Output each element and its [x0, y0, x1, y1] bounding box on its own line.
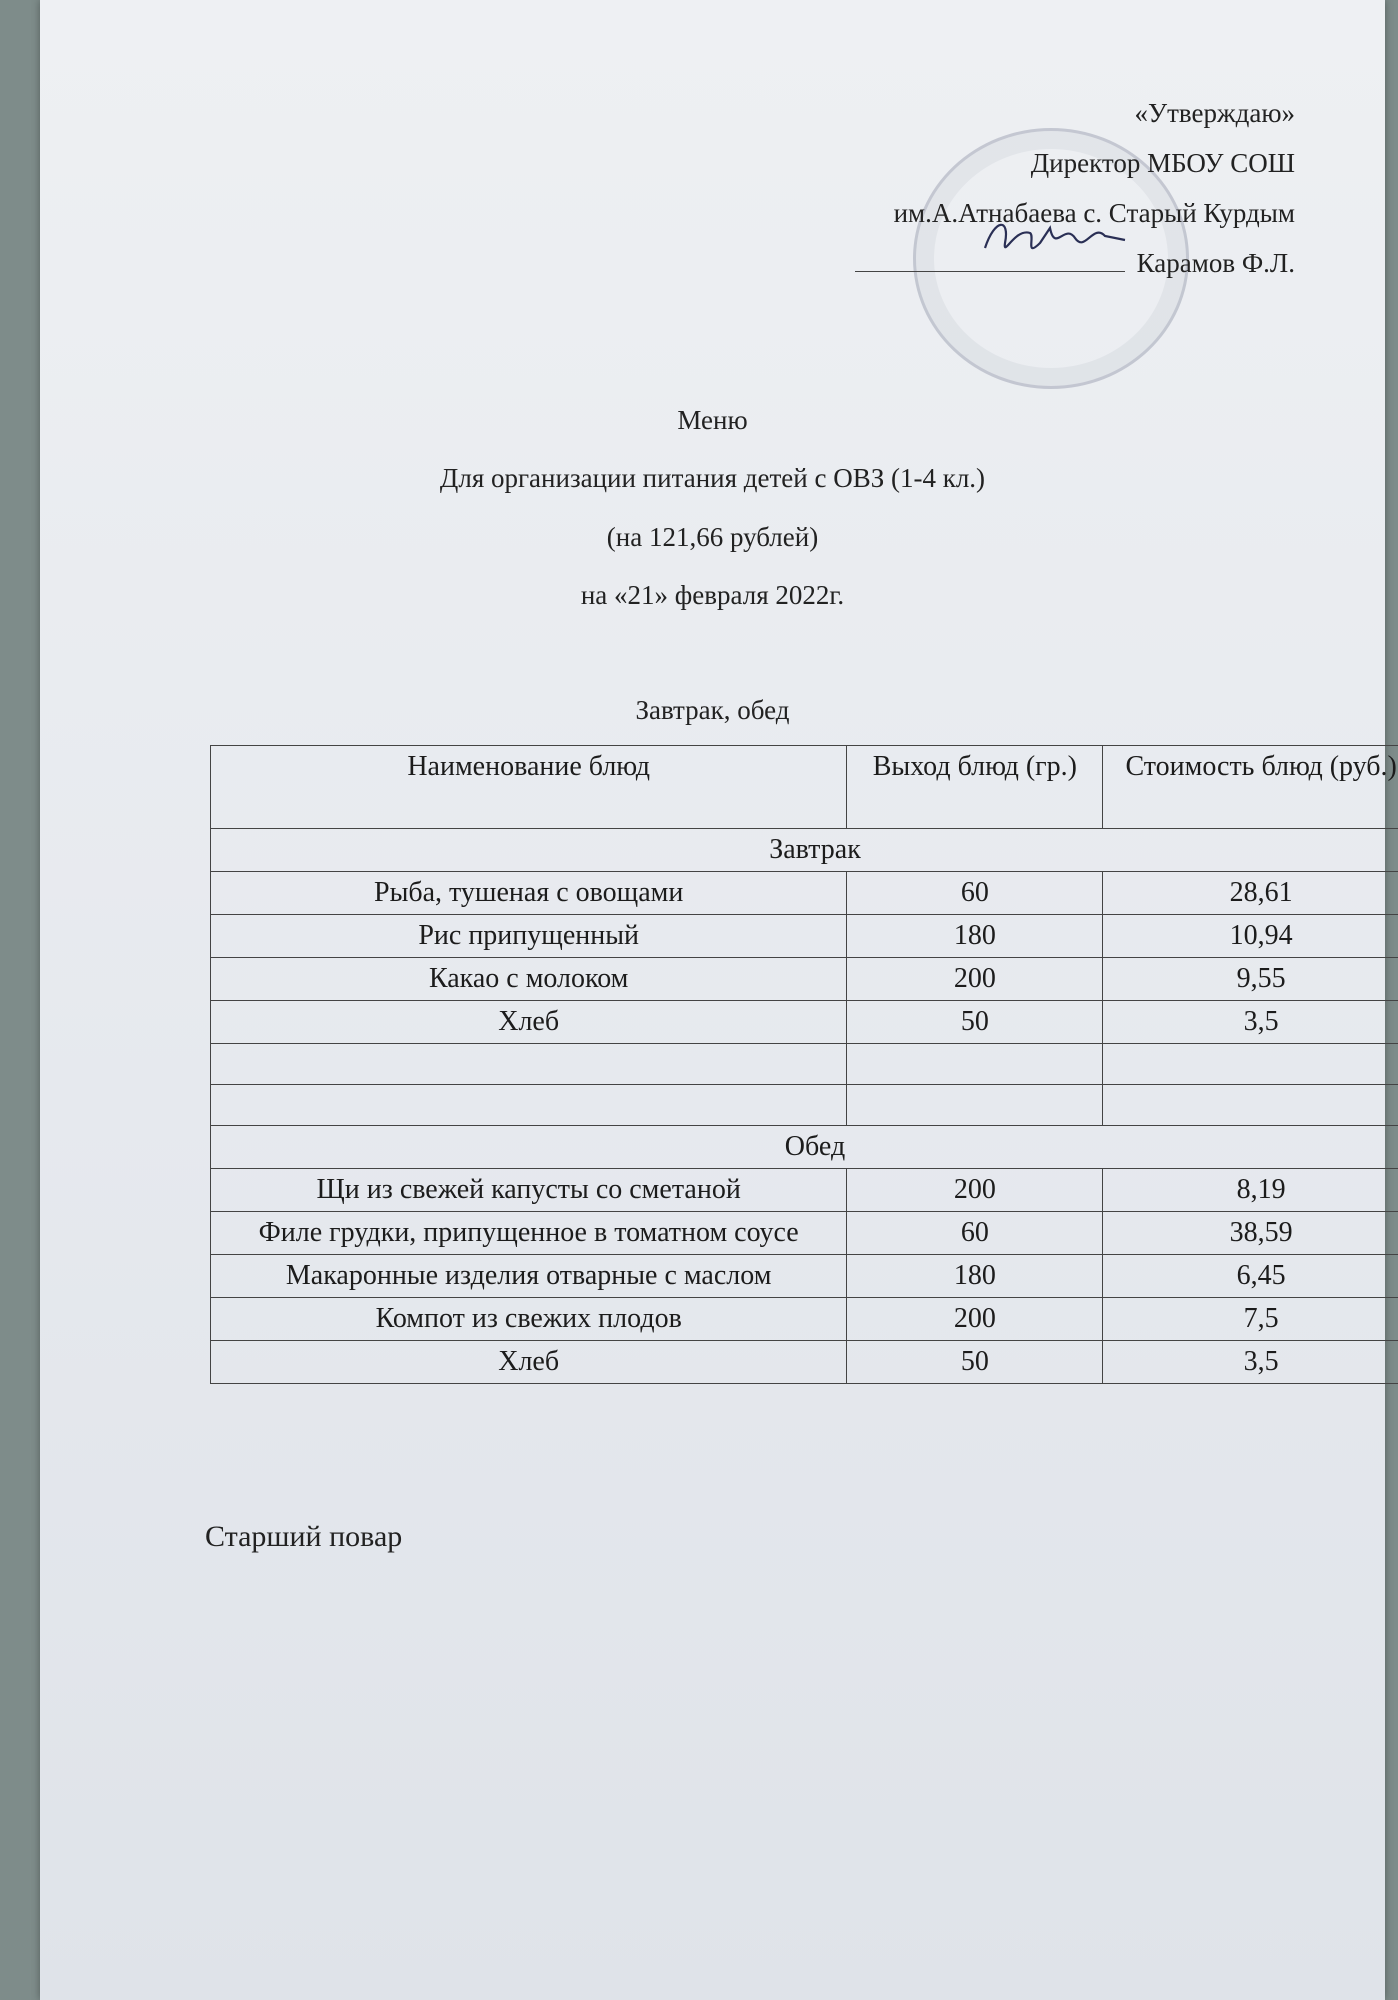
- dish-name: Рис припущенный: [211, 915, 847, 958]
- menu-date: на «21» февраля 2022г.: [580, 580, 845, 610]
- approval-label: «Утверждаю»: [1134, 98, 1295, 128]
- dish-name: Филе грудки, припущенное в томатном соусе: [211, 1212, 847, 1255]
- section-label: Обед: [211, 1126, 1398, 1169]
- empty-cell: [847, 1044, 1103, 1085]
- signer-line: [855, 238, 1295, 288]
- header-cost: Стоимость блюд (руб.): [1103, 746, 1398, 829]
- dish-weight: 200: [847, 1169, 1103, 1212]
- section-lunch: [211, 1126, 1398, 1169]
- dish-name: Компот из свежих плодов: [211, 1298, 847, 1341]
- signer-name: Карамов Ф.Л.: [1136, 248, 1295, 278]
- dish-name: Какао с молоком: [211, 958, 847, 1001]
- table-row: [211, 915, 1398, 958]
- table-header-row: [211, 746, 1398, 829]
- signature-line: [855, 249, 1125, 272]
- dish-name: Макаронные изделия отварные с маслом: [211, 1255, 847, 1298]
- table-row: [211, 1001, 1398, 1044]
- menu-table: [210, 745, 1398, 1384]
- header-dish-name: Наименование блюд: [211, 746, 847, 829]
- dish-weight: 60: [847, 1212, 1103, 1255]
- dish-cost: 7,5: [1103, 1298, 1398, 1341]
- document-page: [40, 0, 1397, 2000]
- dish-cost: 6,45: [1103, 1255, 1398, 1298]
- menu-price: (на 121,66 рублей): [606, 522, 819, 552]
- table-row: [211, 1298, 1398, 1341]
- menu-subtitle: Для организации питания детей с ОВЗ (1-4 кл.): [439, 463, 986, 493]
- dish-cost: 8,19: [1103, 1169, 1398, 1212]
- table-row: [211, 1212, 1398, 1255]
- table-row: [211, 1255, 1398, 1298]
- empty-cell: [211, 1044, 847, 1085]
- empty-cell: [847, 1085, 1103, 1126]
- dish-weight: 50: [847, 1341, 1103, 1384]
- empty-row: [211, 1044, 1398, 1085]
- dish-name: Хлеб: [211, 1341, 847, 1384]
- dish-weight: 200: [847, 1298, 1103, 1341]
- meals-heading: Завтрак, обед: [635, 695, 790, 725]
- table-row: [211, 1341, 1398, 1384]
- empty-row: [211, 1085, 1398, 1126]
- dish-weight: 60: [847, 872, 1103, 915]
- table-row: [211, 872, 1398, 915]
- dish-weight: 180: [847, 1255, 1103, 1298]
- table-row: [211, 1169, 1398, 1212]
- dish-weight: 50: [847, 1001, 1103, 1044]
- header-weight: Выход блюд (гр.): [847, 746, 1103, 829]
- dish-cost: 38,59: [1103, 1212, 1398, 1255]
- school-name: им.А.Атнабаева с. Старый Курдым: [893, 198, 1295, 228]
- section-label: Завтрак: [211, 829, 1398, 872]
- dish-cost: 10,94: [1103, 915, 1398, 958]
- dish-weight: 200: [847, 958, 1103, 1001]
- dish-name: Хлеб: [211, 1001, 847, 1044]
- dish-name: Щи из свежей капусты со сметаной: [211, 1169, 847, 1212]
- chef-signature-label: Старший повар: [205, 1520, 403, 1553]
- approval-block: [855, 88, 1295, 288]
- dish-weight: 180: [847, 915, 1103, 958]
- empty-cell: [211, 1085, 847, 1126]
- empty-cell: [1103, 1085, 1398, 1126]
- dish-cost: 28,61: [1103, 872, 1398, 915]
- section-breakfast: [211, 829, 1398, 872]
- dish-cost: 3,5: [1103, 1341, 1398, 1384]
- dish-name: Рыба, тушеная с овощами: [211, 872, 847, 915]
- empty-cell: [1103, 1044, 1398, 1085]
- director-position: Директор МБОУ СОШ: [1030, 148, 1295, 178]
- dish-cost: 9,55: [1103, 958, 1398, 1001]
- dish-cost: 3,5: [1103, 1001, 1398, 1044]
- menu-title: Меню: [677, 405, 748, 435]
- table-row: [211, 958, 1398, 1001]
